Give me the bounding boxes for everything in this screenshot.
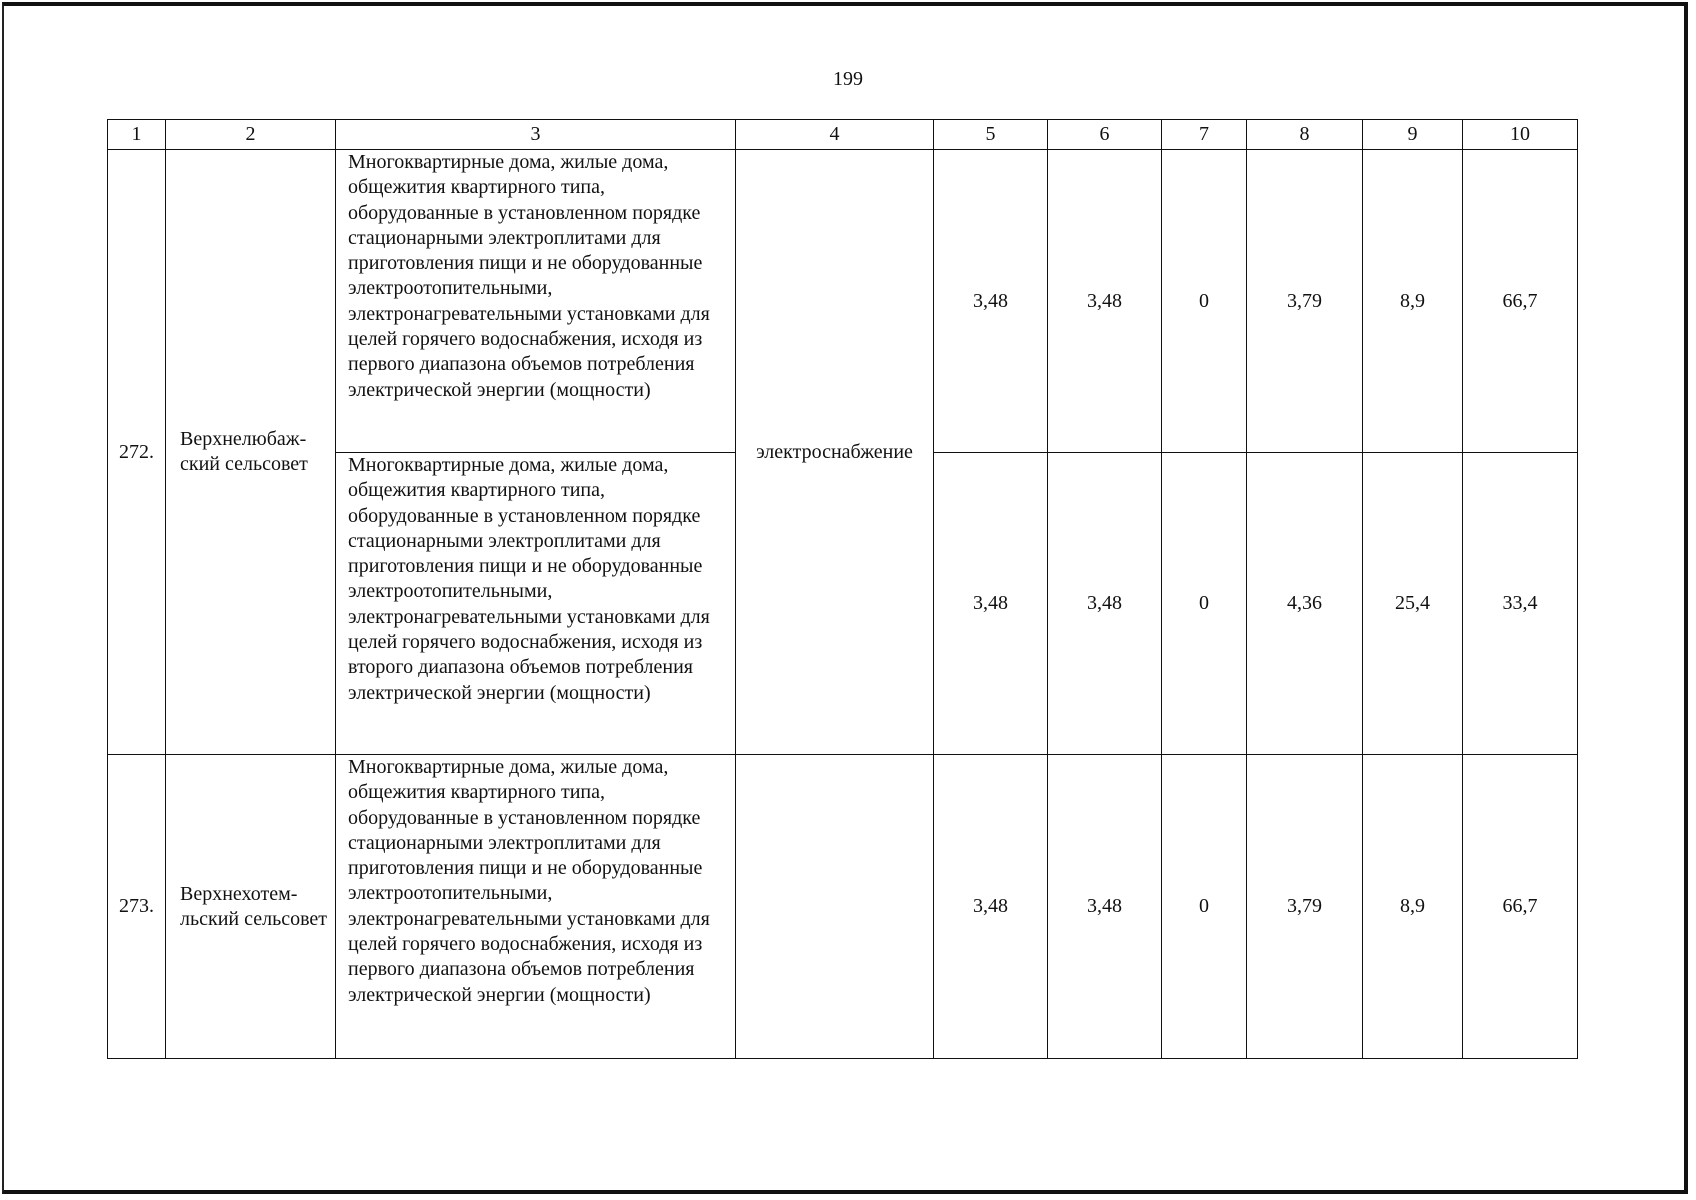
column-header: 3 [336, 120, 736, 150]
table-row [108, 150, 1578, 453]
column-header: 4 [736, 120, 934, 150]
value-cell: 25,4 [1363, 453, 1463, 755]
column-number-header-row [108, 120, 1578, 150]
entry-number: 272. [108, 150, 166, 755]
page-number: 199 [833, 68, 863, 90]
column-header: 5 [934, 120, 1048, 150]
value-cell: 3,48 [934, 755, 1048, 1059]
consumer-category-description: Многоквартирные дома, жилые дома, общежития квартирного типа, оборудованные в установленном порядке стационарными электроплитами для приготовления пищи и не оборудованные электроотопительными, электронагревательными установками для целей горячего водоснабжения, исходя из первого диапазона объемов потребления электрической энергии (мощности) [336, 150, 736, 453]
settlement-name: Верхнелюбаж-ский сельсовет [166, 150, 336, 755]
entry-number: 273. [108, 755, 166, 1059]
value-cell: 0 [1162, 755, 1247, 1059]
value-cell: 3,79 [1247, 150, 1363, 453]
value-cell: 0 [1162, 453, 1247, 755]
value-cell: 66,7 [1463, 150, 1578, 453]
value-cell: 66,7 [1463, 755, 1578, 1059]
utility-type: электроснабжение [736, 150, 934, 755]
column-header: 1 [108, 120, 166, 150]
settlement-name: Верхнехотем-льский сельсовет [166, 755, 336, 1059]
consumer-category-description: Многоквартирные дома, жилые дома, общежития квартирного типа, оборудованные в установленном порядке стационарными электроплитами для приготовления пищи и не оборудованные электроотопительными, электронагревательными установками для целей горячего водоснабжения, исходя из первого диапазона объемов потребления электрической энергии (мощности) [336, 755, 736, 1059]
value-cell: 3,48 [1048, 755, 1162, 1059]
value-cell: 33,4 [1463, 453, 1578, 755]
value-cell: 3,48 [934, 150, 1048, 453]
value-cell: 3,48 [934, 453, 1048, 755]
consumer-category-description: Многоквартирные дома, жилые дома, общежития квартирного типа, оборудованные в установленном порядке стационарными электроплитами для приготовления пищи и не оборудованные электроотопительными, электронагревательными установками для целей горячего водоснабжения, исходя из второго диапазона объемов потребления электрической энергии (мощности) [336, 453, 736, 755]
tariff-norms-table [107, 119, 1578, 1059]
value-cell: 0 [1162, 150, 1247, 453]
column-header: 9 [1363, 120, 1463, 150]
value-cell: 3,48 [1048, 453, 1162, 755]
column-header: 8 [1247, 120, 1363, 150]
value-cell: 4,36 [1247, 453, 1363, 755]
value-cell: 8,9 [1363, 150, 1463, 453]
column-header: 6 [1048, 120, 1162, 150]
value-cell: 3,48 [1048, 150, 1162, 453]
column-header: 10 [1463, 120, 1578, 150]
value-cell: 8,9 [1363, 755, 1463, 1059]
utility-type-empty [736, 755, 934, 1059]
value-cell: 3,79 [1247, 755, 1363, 1059]
table-row [108, 755, 1578, 1059]
column-header: 2 [166, 120, 336, 150]
column-header: 7 [1162, 120, 1247, 150]
